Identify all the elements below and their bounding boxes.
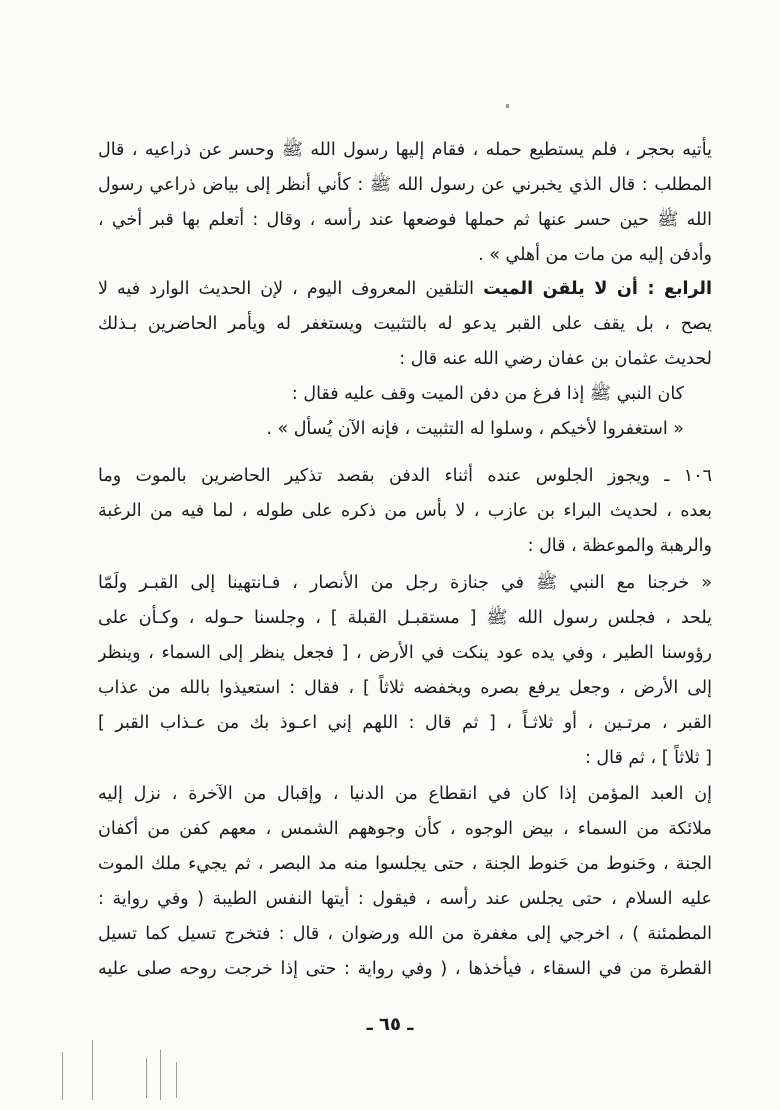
section-heading: الرابع : أن لا يلقن الميت xyxy=(483,279,712,299)
scan-artifact xyxy=(62,1052,63,1100)
text-line: يلحد ، فجلس رسول الله ﷺ [ مستقبـل القبلة ] ، وجلسنا حـوله ، وكـأن على xyxy=(98,608,712,628)
text-line: الله ﷺ حين حسر عنها ثم حملها فوضعها عند رأسه ، وقال : أتعلم بها قبر أخي ، xyxy=(98,210,712,230)
text-line: القبر ، مرتـين ، أو ثلاثـاً ، [ ثم قال : اللهم إني اعـوذ بك من عـذاب القبر ] xyxy=(98,713,712,733)
text-line: وأدفن إليه من مات من أهلي » . xyxy=(478,245,712,265)
text-line: والرهبة والموعظة ، قال : xyxy=(527,536,712,556)
text-line: القطرة من في السقاء ، فيأخذها ، ( وفي رواية : حتى إذا خرجت روحه صلى عليه xyxy=(98,959,712,979)
paragraph-2 xyxy=(98,272,712,447)
paragraph-3 xyxy=(98,459,712,564)
text-line: بعده ، لحديث البراء بن عازب ، لا بأس من ذكره على طوله ، لما فيه من الرغبة xyxy=(98,501,712,521)
scan-artifact xyxy=(506,104,509,108)
text-line: المطمئنة ) ، اخرجي إلى مغفرة من الله ورضوان ، قال : فتخرج تسيل كما تسيل xyxy=(98,924,712,944)
text-line: « خرجنا مع النبي ﷺ في جنازة رجل من الأنصار ، فـانتهينا إلى القبـر ولَمّا xyxy=(98,573,712,593)
paragraph-4 xyxy=(98,566,712,776)
text-line: رؤوسنا الطير ، وفي يده عود ينكت في الأرض ، [ فجعل ينظر إلى السماء ، وينظر xyxy=(98,643,712,663)
scan-artifact xyxy=(92,1040,93,1100)
text-line xyxy=(98,272,712,307)
scan-artifact xyxy=(160,1050,161,1100)
text-line: يأتيه بحجر ، فلم يستطيع حمله ، فقام إليها رسول الله ﷺ وحسر عن ذراعيه ، قال xyxy=(98,140,712,160)
text-line: لحديث عثمان بن عفان رضي الله عنه قال : xyxy=(399,349,712,369)
text-line: إن العبد المؤمن إذا كان في انقطاع من الدنيا ، وإقبال من الآخرة ، نزل إليه xyxy=(98,784,712,804)
text-line: إلى الأرض ، وجعل يرفع بصره ويخفضه ثلاثاً ] ، فقال : استعيذوا بالله من عذاب xyxy=(98,678,712,698)
text-line: ملائكة من السماء ، بيض الوجوه ، كأن وجوههم الشمس ، معهم كفن من أكفان xyxy=(98,819,712,839)
text-line: المطلب : قال الذي يخبرني عن رسول الله ﷺ : كأني أنظر إلى بياض ذراعي رسول xyxy=(98,175,712,195)
text-line: الجنة ، وحَنوط من حَنوط الجنة ، حتى يجلسوا منه مد البصر ، ثم يجيء ملك الموت xyxy=(98,854,712,874)
scan-artifact xyxy=(146,1058,147,1098)
scan-artifact xyxy=(176,1062,177,1098)
text-line: [ ثلاثاً ] ، ثم قال : xyxy=(584,748,712,768)
page-number: ـ ٦٥ ـ xyxy=(366,1014,414,1035)
text-line: ١٠٦ ـ ويجوز الجلوس عنده أثناء الدفن بقصد تذكير الحاضرين بالموت وما xyxy=(98,466,712,486)
paragraph-5 xyxy=(98,777,712,987)
text-fragment: التلقين المعروف اليوم ، لإن الحديث الوارد فيه لا xyxy=(98,279,475,299)
quote-line: كان النبي ﷺ إذا فرغ من دفن الميت وقف عليه فقال : xyxy=(291,384,684,404)
quote-line: « استغفروا لأخيكم ، وسلوا له التثبيت ، فإنه الآن يُسأل » . xyxy=(266,419,684,439)
text-line: يصح ، بل يقف على القبر يدعو له بالتثبيت ويستغفر له ويأمر الحاضرين بـذلك xyxy=(98,314,712,334)
text-line: عليه السلام ، حتى يجلس عند رأسه ، فيقول : أيتها النفس الطيبة ( وفي رواية : xyxy=(98,889,712,909)
paragraph-1 xyxy=(98,133,712,273)
